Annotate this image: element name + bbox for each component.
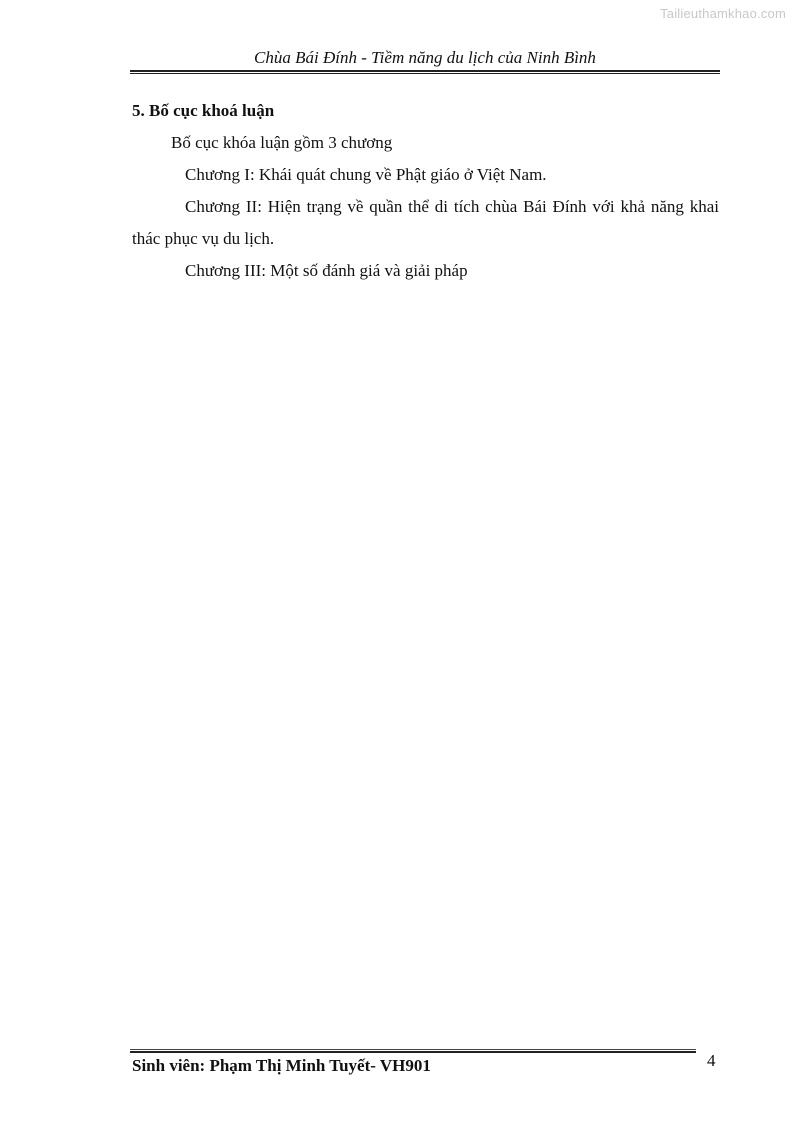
header-divider bbox=[130, 70, 720, 74]
section-heading: 5. Bố cục khoá luận bbox=[132, 101, 275, 120]
footer-divider bbox=[130, 1049, 696, 1053]
paragraph-intro: Bố cục khóa luận gồm 3 chương bbox=[171, 133, 393, 152]
paragraph-chapter-3: Chương III: Một số đánh giá và giải pháp bbox=[185, 261, 468, 280]
document-body bbox=[132, 95, 719, 287]
watermark-text: Tailieuthamkhao.com bbox=[660, 6, 786, 21]
paragraph-chapter-1: Chương I: Khái quát chung về Phật giáo ở Việt Nam. bbox=[185, 165, 547, 184]
paragraph-chapter-2: Chương II: Hiện trạng về quần thể di tích chùa Bái Đính với khả năng khai thác phục vụ du lịch. bbox=[132, 197, 719, 248]
footer-student-name: Sinh viên: Phạm Thị Minh Tuyết- VH901 bbox=[132, 1056, 431, 1075]
running-header-title: Chùa Bái Đính - Tiềm năng du lịch của Ninh Bình bbox=[254, 48, 596, 67]
page-number: 4 bbox=[707, 1051, 716, 1070]
